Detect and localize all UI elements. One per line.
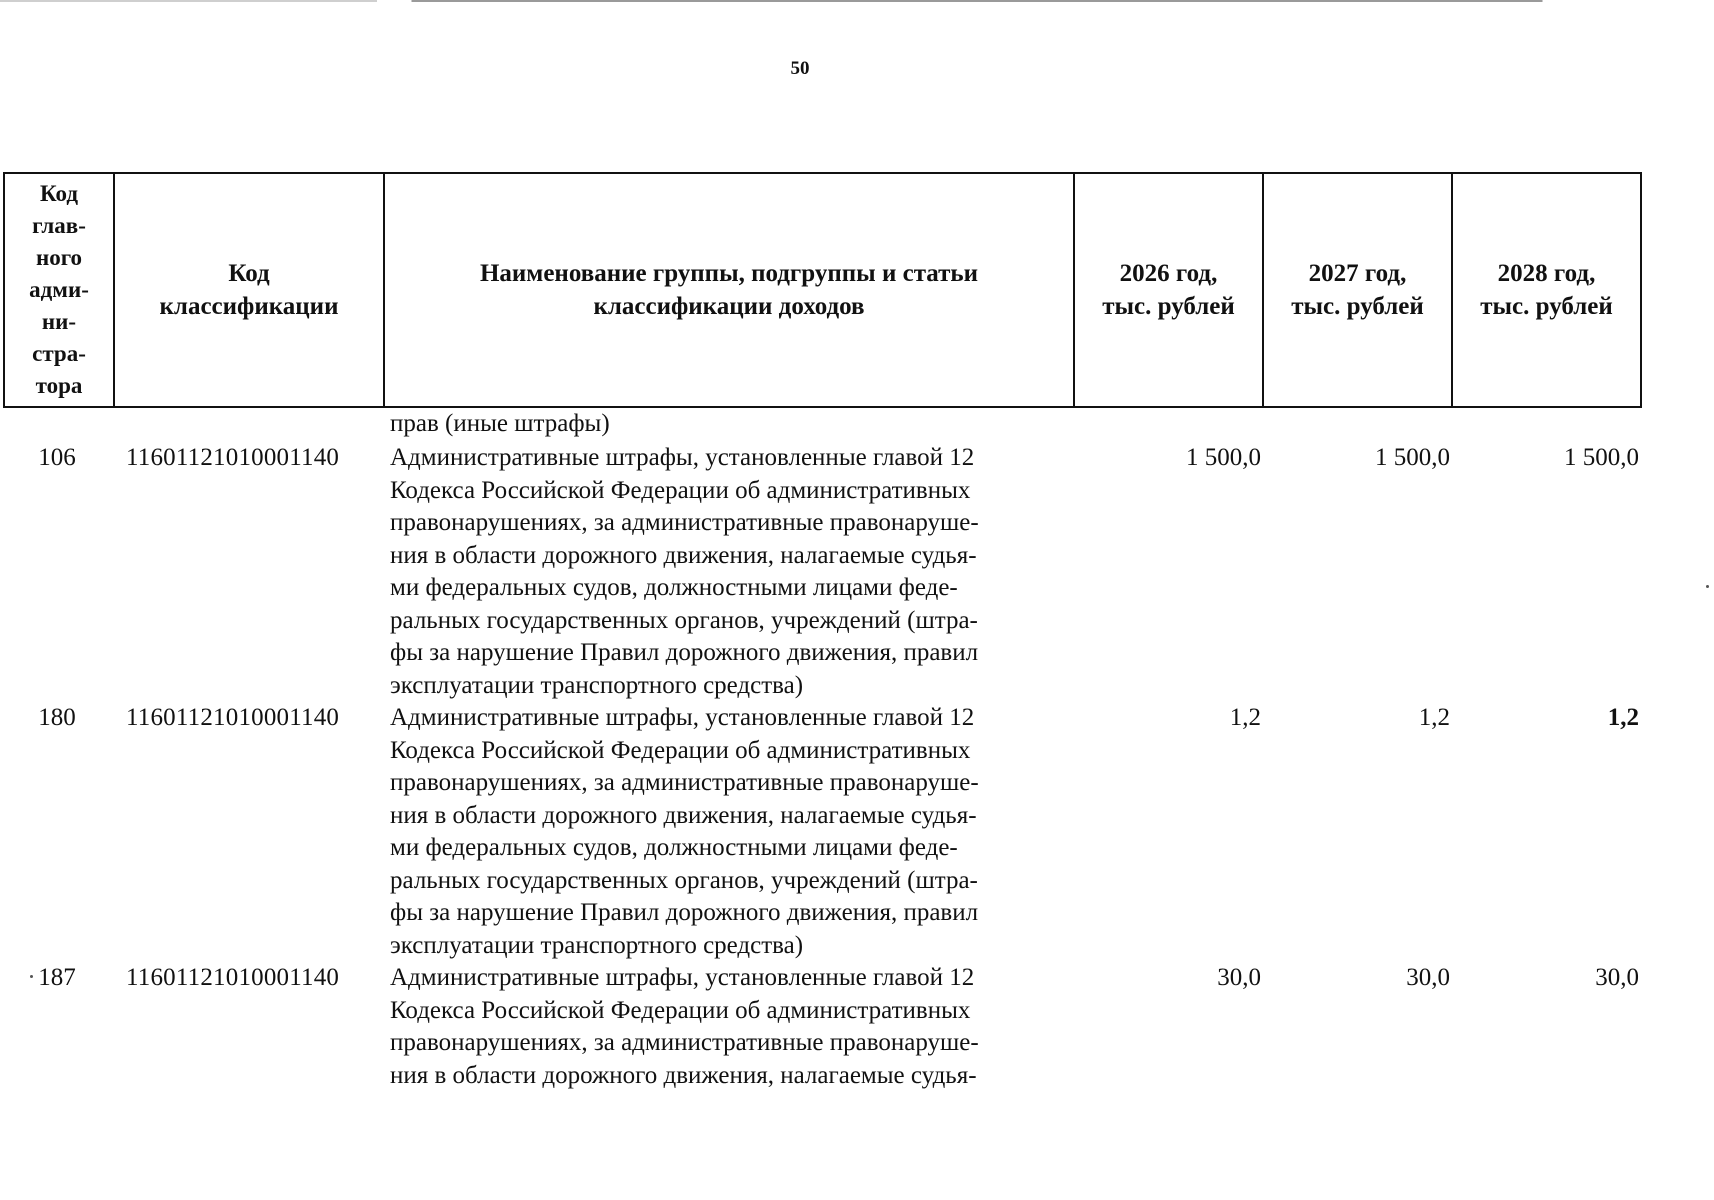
table-row: [4, 442, 1641, 702]
amount-2028-cell: 30,0: [1595, 964, 1639, 991]
classification-code-cell: 11601121010001140: [126, 964, 340, 991]
admin-code-cell: 180: [38, 704, 76, 731]
header-year-2026: 2026 год, тыс. рублей: [1074, 173, 1263, 407]
scan-artifact-dot: [30, 975, 33, 978]
continuation-text: прав (иные штрафы): [390, 410, 610, 437]
amount-2027-cell: 1 500,0: [1375, 444, 1450, 471]
cell-empty: [114, 407, 384, 442]
scan-artifact-dot: [1706, 585, 1709, 588]
page-number: 50: [790, 58, 810, 79]
page-top-rule: [0, 0, 1714, 2]
table-header: [4, 173, 1641, 407]
classification-code-cell: 11601121010001140: [126, 704, 340, 731]
amount-2027-cell: 1,2: [1418, 704, 1450, 731]
header-year-2027: 2027 год, тыс. рублей: [1263, 173, 1452, 407]
header-income-name: Наименование группы, подгруппы и статьи классификации доходов: [384, 173, 1074, 407]
income-name-cell: Административные штрафы, установленные главой 12 Кодекса Российской Федерации об административных правонарушениях, за административные правонаруше- ния в области дорожного движения, налагаемые судья- ми федеральных судов, должностными лицами феде- ральных государственных органов, учреждений (штра- фы за нарушение Правил дорожного движения, правил эксплуатации транспортного средства): [390, 704, 979, 959]
amount-2028-cell: 1 500,0: [1564, 444, 1639, 471]
table-row: [4, 962, 1641, 1092]
header-year-2028: 2028 год, тыс. рублей: [1452, 173, 1641, 407]
cell-empty: [1074, 407, 1263, 442]
cell-empty: [1263, 407, 1452, 442]
header-row: [4, 173, 1641, 407]
amount-2027-cell: 30,0: [1406, 964, 1450, 991]
table-row: [4, 702, 1641, 962]
income-name-cell: Административные штрафы, установленные главой 12 Кодекса Российской Федерации об административных правонарушениях, за административные правонаруше- ния в области дорожного движения, налагаемые судья- ми федеральных судов, должностными лицами феде- ральных государственных органов, учреждений (штра- фы за нарушение Правил дорожного движения, правил эксплуатации транспортного средства): [390, 444, 979, 699]
admin-code-cell: 187: [38, 964, 76, 991]
header-admin-code: Код глав- ного адми- ни- стра- тора: [4, 173, 114, 407]
amount-2028-cell: 1,2: [1607, 704, 1639, 731]
admin-code-cell: 106: [38, 444, 76, 471]
cell-empty: [1452, 407, 1641, 442]
table-body: [4, 407, 1641, 1092]
header-classification-code: Код классификации: [114, 173, 384, 407]
revenue-table: [3, 172, 1642, 1092]
revenue-table-wrapper: [3, 172, 1640, 1092]
cell-empty: [4, 407, 114, 442]
amount-2026-cell: 1,2: [1229, 704, 1261, 731]
classification-code-cell: 11601121010001140: [126, 444, 340, 471]
continuation-row: [4, 407, 1641, 442]
amount-2026-cell: 30,0: [1217, 964, 1261, 991]
income-name-cell: Административные штрафы, установленные главой 12 Кодекса Российской Федерации об административных правонарушениях, за административные правонаруше- ния в области дорожного движения, налагаемые судья-: [390, 964, 979, 1089]
amount-2026-cell: 1 500,0: [1186, 444, 1261, 471]
